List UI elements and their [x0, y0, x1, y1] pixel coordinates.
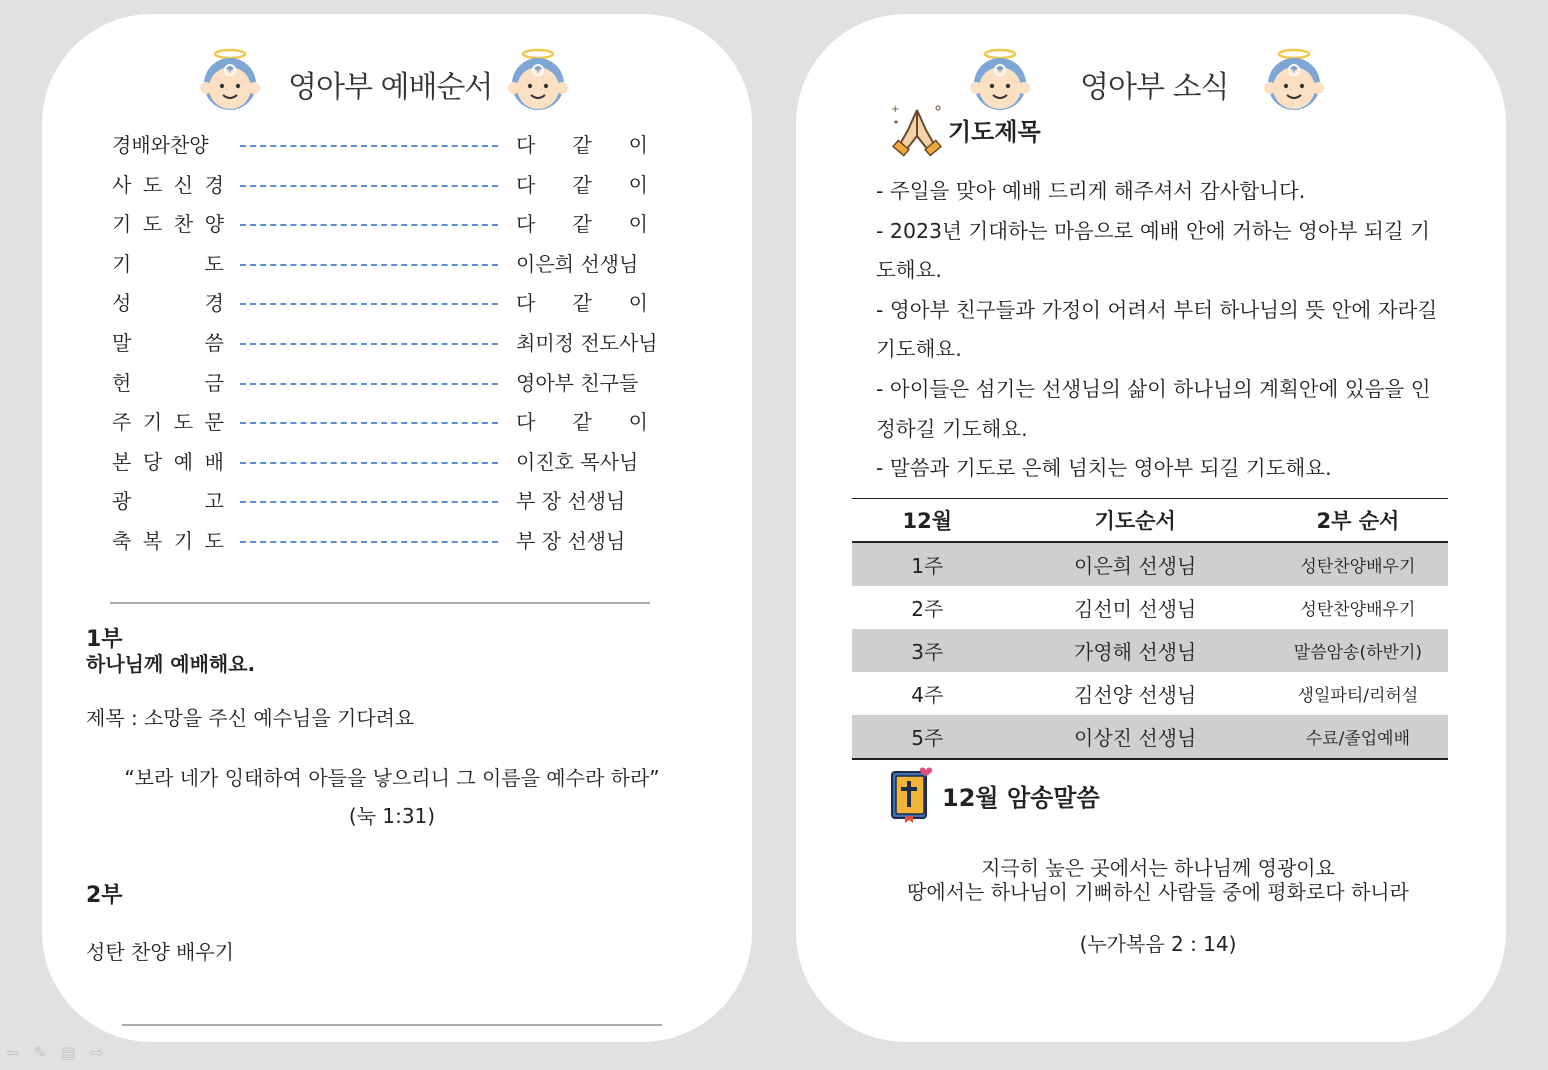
prayer-item: - 영아부 친구들과 가정이 어려서 부터 하나님의 뜻 안에 자라길 기도해요.	[876, 297, 1438, 362]
order-item-person: 다 같 이	[516, 133, 648, 157]
order-item-person: 최미정 전도사님	[516, 330, 658, 355]
order-item-name: 말 씀	[112, 330, 224, 355]
order-item-name: 경배와찬양	[112, 133, 209, 157]
slide-toolbar[interactable]	[6, 1043, 103, 1062]
forward-arrow-icon[interactable]: ⇨	[89, 1043, 104, 1062]
table-cell: 2주	[911, 597, 944, 621]
order-item-person: 이진호 목사님	[516, 449, 639, 474]
memory-verse-title: 12월 암송말씀	[942, 784, 1100, 812]
worship-order-row	[112, 526, 712, 566]
back-arrow-icon[interactable]: ⇦	[6, 1043, 20, 1062]
order-item-name: 성 경	[112, 291, 224, 316]
table-header: 2부 순서	[1268, 499, 1448, 543]
worship-order-row	[112, 130, 712, 170]
table-row	[852, 715, 1448, 759]
table-cell: 성탄찬양배우기	[1300, 600, 1416, 620]
memory-verse-line2: 땅에서는 하나님이 기뻐하신 사람들 중에 평화로다 하니라	[907, 880, 1409, 904]
worship-order-list	[112, 130, 712, 566]
table-cell: 이상진 선생님	[1003, 715, 1268, 759]
table-cell: 생일파티/리허설	[1297, 686, 1419, 706]
verse-text: “보라 네가 잉태하여 아들을 낳으리니 그 이름을 예수라 하라”	[124, 766, 660, 790]
baby-angel-icon	[198, 48, 262, 112]
order-item-name: 본 당 예 배	[112, 449, 224, 474]
table-cell: 4주	[911, 683, 944, 707]
table-cell: 성탄찬양배우기	[1268, 542, 1448, 586]
dotted-leader	[240, 422, 498, 424]
pen-icon[interactable]: ✎	[33, 1043, 47, 1062]
worship-order-row	[112, 288, 712, 328]
table-row	[852, 586, 1448, 629]
worship-order-panel	[42, 14, 752, 1042]
table-cell: 가영해 선생님	[1003, 629, 1268, 672]
order-item-person: 다 같 이	[516, 172, 648, 197]
order-item-name: 헌 금	[112, 370, 224, 395]
news-panel	[796, 14, 1506, 1042]
table-cell: 수료/졸업예배	[1268, 715, 1448, 759]
table-cell: 이은희 선생님	[1003, 542, 1268, 586]
dotted-leader	[240, 462, 498, 464]
verse-reference: (눅 1:31)	[348, 804, 436, 828]
prayer-item: - 아이들은 섬기는 선생님의 삶이 하나님의 계획안에 있음을 인정하길 기도해요.	[876, 376, 1431, 441]
menu-icon[interactable]: ▤	[60, 1043, 76, 1062]
svg-text:+: +	[891, 104, 900, 115]
table-cell: 말씀암송(하반기)	[1268, 629, 1448, 672]
order-item-person: 다 같 이	[516, 212, 648, 237]
worship-order-row	[112, 209, 712, 249]
order-item-person: 다 같 이	[516, 291, 648, 316]
left-title-row	[42, 34, 752, 114]
left-title: 영아부 예배순서	[288, 70, 493, 105]
praying-hands-icon	[888, 100, 946, 158]
table-cell: 5주	[852, 715, 1003, 759]
order-item-person: 영아부 친구들	[516, 370, 639, 395]
order-item-name: 축 복 기 도	[112, 528, 224, 553]
bible-icon	[888, 766, 934, 824]
memory-verse-reference: (누가복음 2 : 14)	[1079, 932, 1237, 956]
order-item-name: 주 기 도 문	[112, 410, 224, 435]
worship-order-row	[112, 328, 712, 368]
memory-verse-line1: 지극히 높은 곳에서는 하나님께 영광이요	[981, 856, 1335, 880]
worship-order-row	[112, 170, 712, 210]
dotted-leader	[240, 145, 498, 147]
dotted-leader	[240, 264, 498, 266]
table-row	[852, 542, 1448, 586]
worship-order-row	[112, 407, 712, 447]
prayer-item: - 주일을 맞아 예배 드리게 해주셔서 감사합니다.	[876, 179, 1306, 203]
prayer-list	[876, 172, 1446, 489]
divider	[122, 1024, 662, 1026]
worship-order-row	[112, 447, 712, 487]
prayer-item: - 말씀과 기도로 은혜 넘치는 영아부 되길 기도해요.	[876, 456, 1332, 481]
sermon-title: 제목 : 소망을 주신 예수님을 기다려요	[86, 706, 415, 730]
table-header: 12월	[852, 499, 1003, 543]
part2-title: 2부	[86, 883, 123, 908]
table-cell: 1주	[852, 542, 1003, 586]
table-header-row	[852, 499, 1448, 543]
table-cell: 3주	[852, 629, 1003, 672]
dotted-leader	[240, 303, 498, 305]
order-item-person: 다 같 이	[516, 410, 648, 435]
worship-order-row	[112, 249, 712, 289]
order-item-name: 광 고	[112, 489, 224, 514]
dotted-leader	[240, 501, 498, 503]
order-item-person: 부 장 선생님	[516, 489, 626, 514]
baby-angel-icon	[1262, 48, 1326, 112]
dotted-leader	[240, 541, 498, 543]
table-row	[852, 629, 1448, 672]
prayer-title: 기도제목	[948, 118, 1041, 146]
worship-order-row	[112, 368, 712, 408]
order-item-name: 기 도	[112, 251, 224, 276]
part1-subtitle: 하나님께 예배해요.	[86, 652, 256, 676]
order-item-person: 부 장 선생님	[516, 528, 626, 553]
table-header: 기도순서	[1003, 499, 1268, 543]
prayer-item: - 2023년 기대하는 마음으로 예배 안에 거하는 영아부 되길 기도해요.	[876, 218, 1430, 283]
part1-title: 1부	[86, 627, 123, 652]
worship-order-row	[112, 486, 712, 526]
table-cell: 김선미 선생님	[1074, 597, 1197, 621]
table-row	[852, 672, 1448, 715]
dotted-leader	[240, 343, 498, 345]
order-item-person: 이은희 선생님	[516, 251, 639, 276]
table-cell: 김선양 선생님	[1074, 683, 1197, 707]
divider	[110, 602, 650, 604]
dotted-leader	[240, 185, 498, 187]
prayer-schedule-table	[852, 498, 1448, 760]
dotted-leader	[240, 383, 498, 385]
baby-angel-icon	[506, 48, 570, 112]
order-item-name: 사 도 신 경	[112, 172, 224, 197]
right-title: 영아부 소식	[1080, 70, 1229, 105]
dotted-leader	[240, 224, 498, 226]
baby-angel-icon	[968, 48, 1032, 112]
part2-text: 성탄 찬양 배우기	[86, 940, 234, 964]
order-item-name: 기 도 찬 양	[112, 212, 224, 237]
